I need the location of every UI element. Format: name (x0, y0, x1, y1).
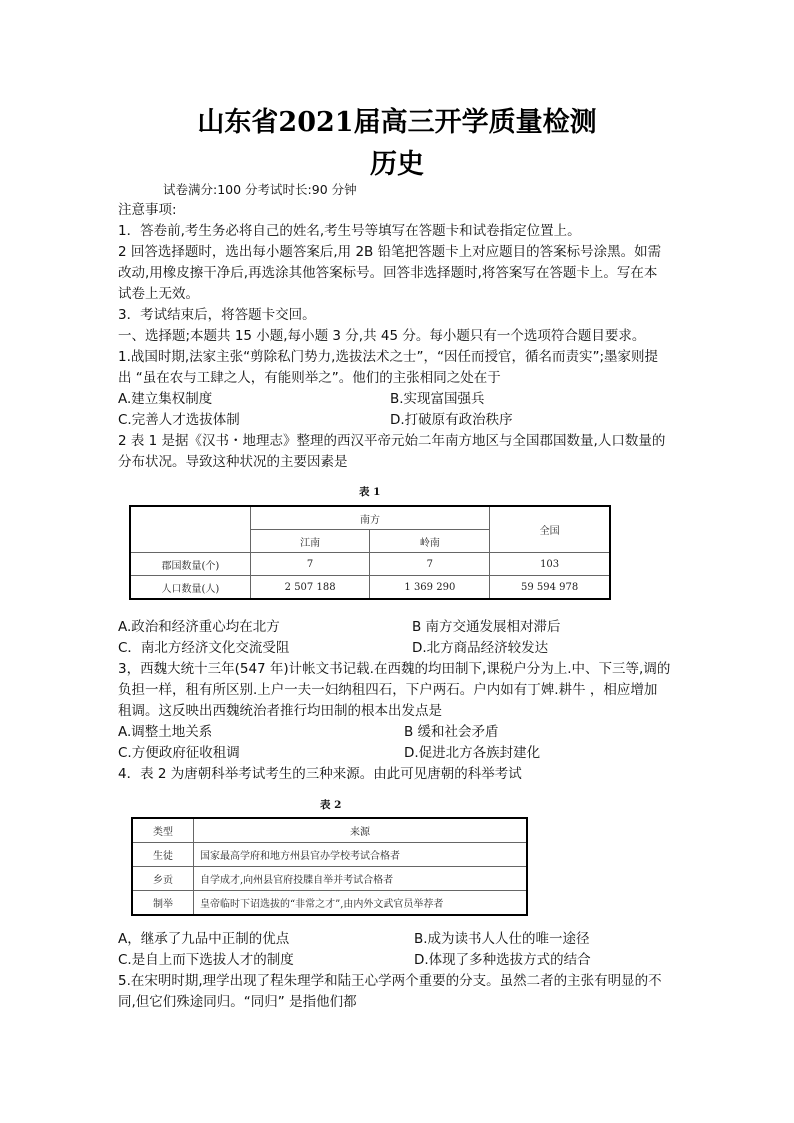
q3-option-c: C.方便政府征收租调 (118, 745, 240, 761)
q1-option-a: A.建立集权制度 (118, 391, 213, 407)
table2-type-cell: 乡贡 (132, 867, 194, 891)
table-row (132, 891, 527, 916)
subject-title: 历史 (370, 149, 424, 180)
exam-info: 试卷满分:100 分考试时长:90 分钟 (163, 182, 357, 197)
table-row (132, 843, 527, 867)
table-row (132, 867, 527, 891)
q4-option-b: B.成为读书人人仕的唯一途径 (414, 931, 590, 947)
section-heading: 一、选择题;本题共 15 小题,每小题 3 分,共 45 分。每小题只有一个选项符合题目要求。 (118, 328, 646, 344)
table1-lingnan-header: 岭南 (370, 530, 490, 553)
table1-cell: 103 (490, 553, 610, 576)
q1-option-b: B.实现富国强兵 (390, 391, 485, 407)
table1-cell: 59 594 978 (490, 576, 610, 600)
table2-source-cell: 自学成才,向州县官府投牒自举并考试合格者 (194, 867, 528, 891)
exam-title: 山东省2021届高三开学质量检测 (197, 107, 597, 138)
notice-line: 2 回答选择题时，选出每小题答案后,用 2B 铅笔把答题卡上对应题目的答案标号涂黑。如需 (118, 244, 662, 260)
q4-option-d: D.体现了多种选拔方式的结合 (414, 952, 591, 968)
q3-option-a: A.调整土地关系 (118, 724, 213, 740)
q4-option-a: A，继承了九品中正制的优点 (118, 931, 290, 947)
notice-line: 改动,用橡皮擦干净后,再选涂其他答案标号。回答非选择题时,将答案写在答题卡上。写在本 (118, 265, 658, 281)
table2-source-cell: 皇帝临时下诏选拔的“非常之才”,由内外文武官员举荐者 (194, 891, 528, 916)
table1-caption: 表 1 (359, 486, 381, 498)
table1-national-header: 全国 (490, 506, 610, 553)
table1-cell: 1 369 290 (370, 576, 490, 600)
q3-stem: 3，西魏大统十三年(547 年)计帐文书记载.在西魏的均田制下,课税户分为上.中、下三等,调的 (118, 661, 671, 677)
table1-south-header: 南方 (250, 506, 490, 530)
q1-option-d: D.打破原有政治秩序 (390, 412, 513, 428)
table1-cell: 2 507 188 (250, 576, 370, 600)
q3-option-d: D.促进北方各族封建化 (404, 745, 541, 761)
table2-type-header: 类型 (132, 818, 194, 843)
table2-caption: 表 2 (320, 799, 342, 811)
notice-line: 试卷上无效。 (118, 286, 199, 302)
q2-option-c: C．南北方经济文化交流受阻 (118, 640, 290, 656)
q2-stem: 2 表 1 是据《汉书・地理志》整理的西汉平帝元始二年南方地区与全国郡国数量,人口数量的 (118, 433, 666, 449)
q5-stem: 5.在宋明时期,理学出现了程朱理学和陆王心学两个重要的分支。虽然二者的主张有明显的不 (118, 973, 662, 989)
q1-stem: 出 “虽在农与工肆之人，有能则举之”。他们的主张相同之处在于 (118, 370, 501, 386)
table1-corner-cell (130, 506, 250, 553)
q5-stem: 同,但它们殊途同归。“同归” 是指他们都 (118, 994, 357, 1010)
q2-stem: 分布状况。导致这种状况的主要因素是 (118, 454, 348, 470)
q3-stem: 租调。这反映出西魏统治者推行均田制的根本出发点是 (118, 703, 442, 719)
table1-cell: 7 (250, 553, 370, 576)
table2 (131, 817, 528, 916)
notice-line: 1．答卷前,考生务必将自己的姓名,考生号等填写在答题卡和试卷指定位置上。 (118, 223, 581, 239)
q2-option-d: D.北方商品经济较发达 (412, 640, 549, 656)
table1-jiangnan-header: 江南 (250, 530, 370, 553)
table1-row-label: 郡国数量(个) (130, 553, 250, 576)
table1-row-label: 人口数量(人) (130, 576, 250, 600)
table2-source-header: 来源 (194, 818, 528, 843)
q2-option-a: A.政治和经济重心均在北方 (118, 619, 280, 635)
q4-stem: 4．表 2 为唐朝科举考试考生的三种来源。由此可见唐朝的科举考试 (118, 766, 522, 782)
q4-option-c: C.是自上而下选拔人才的制度 (118, 952, 294, 968)
table2-source-cell: 国家最高学府和地方州县官办学校考试合格者 (194, 843, 528, 867)
table-row (130, 553, 610, 576)
table1-cell: 7 (370, 553, 490, 576)
q3-stem: 负担一样，租有所区别.上户一夫一妇纳租四石，下户两石。户内如有丁婢.耕牛 ，相应增加 (118, 682, 658, 698)
q1-option-c: C.完善人才选拔体制 (118, 412, 240, 428)
q2-option-b: B 南方交通发展相对滞后 (412, 619, 561, 635)
q1-stem: 1.战国时期,法家主张“剪除私门势力,选拔法术之士”，“因任而授官，循名而责实”;墨家则提 (118, 349, 658, 365)
notice-line: 3．考试结束后，将答题卡交回。 (118, 307, 316, 323)
table-row (130, 576, 610, 600)
table1 (129, 505, 611, 600)
notice-heading: 注意事项: (118, 202, 177, 218)
table2-type-cell: 制举 (132, 891, 194, 916)
q3-option-b: B 缓和社会矛盾 (404, 724, 499, 740)
table2-type-cell: 生徒 (132, 843, 194, 867)
